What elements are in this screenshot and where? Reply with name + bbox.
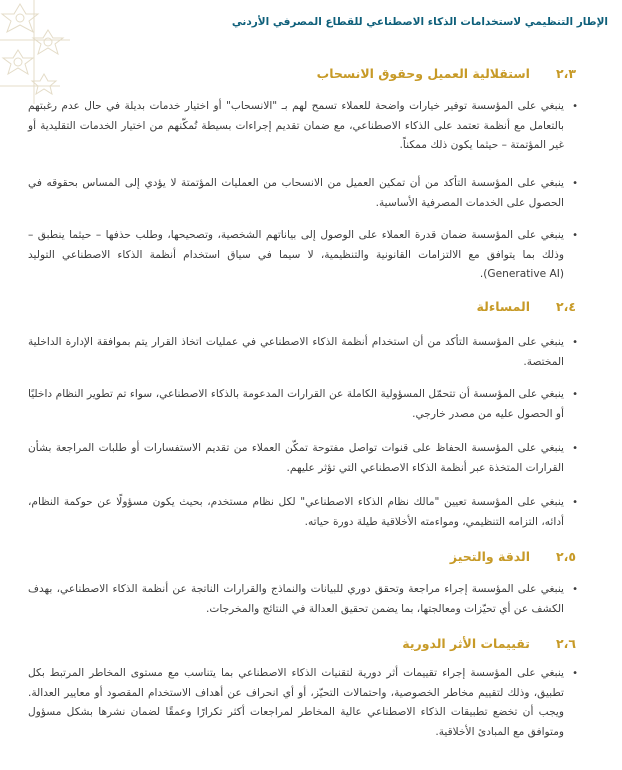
list-item-text: ينبغي على المؤسسة أن تتحمّل المسؤولية الكاملة عن القرارات المدعومة بالذكاء الاصطناعي، سواء تم تطوير النظام داخليًا أو الحصول عليه من مصدر خارجي.	[28, 388, 564, 420]
section-heading-2-6	[402, 636, 576, 651]
section-number: ٢،٦	[555, 636, 576, 651]
bullet-icon: •	[572, 443, 578, 454]
bullet-icon: •	[572, 101, 578, 112]
list-item-text: ينبغي على المؤسسة التأكد من أن استخدام أنظمة الذكاء الاصطناعي في عمليات اتخاذ القرار يتم بموافقة الإدارة الداخلية المختصة.	[28, 336, 564, 368]
bullet-icon: •	[572, 668, 578, 679]
list-item	[28, 439, 578, 478]
decorative-ornament-icon	[0, 0, 70, 110]
bullet-icon: •	[572, 230, 578, 241]
section-title: الدقة والتحيز	[449, 549, 530, 564]
section-number: ٢،٤	[555, 299, 576, 314]
page-header-title: الإطار التنظيمي لاستخدامات الذكاء الاصطناعي للقطاع المصرفي الأردني	[231, 16, 608, 28]
bullet-icon: •	[572, 584, 578, 595]
bullet-icon: •	[572, 337, 578, 348]
list-item-text: ينبغي على المؤسسة إجراء تقييمات أثر دورية لتقنيات الذكاء الاصطناعي بما يتناسب مع مستوى المخاطر المرتبط بكل تطبيق، وذلك لتقييم مخاطر الخصوصية، واحتمالات التحيّز، أو أي انحراف عن أهداف الاستخدام المقصود أو معايير العدالة. ويجب أن تخضع تطبيقات الذكاء الاصطناعي عالية المخاطر لمراجعات أكثر تكرارًا وعمقًا لضمان نشرها بشكل مسؤول ومتوافق مع المبادئ الأخلاقية.	[28, 667, 564, 738]
section-title: المساءلة	[476, 299, 530, 314]
section-heading-2-4	[477, 299, 576, 314]
bullet-icon: •	[572, 178, 578, 189]
section-heading-2-5	[450, 549, 576, 564]
list-item	[28, 226, 578, 285]
list-item-text: ينبغي على المؤسسة ضمان قدرة العملاء على الوصول إلى بياناتهم الشخصية، وتصحيحها، وطلب حذفها – حيثما ينطبق – وذلك بما يتوافق مع الالتزامات القانونية والتنظيمية، لا سيما في سياق استخدام أنظمة الذكاء الاصطناعي التوليد (Generative AI).	[28, 229, 564, 280]
section-number: ٢،٣	[555, 66, 576, 81]
list-item-text: ينبغي على المؤسسة تعيين "مالك نظام الذكاء الاصطناعي" لكل نظام مستخدم، بحيث يكون مسؤولًا عن حوكمة النظام، أدائه، التزامه التنظيمي، ومواءمته الأخلاقية طيلة دورة حياته.	[28, 496, 564, 528]
list-item	[28, 493, 578, 532]
list-item	[28, 174, 578, 213]
list-item-text: ينبغي على المؤسسة إجراء مراجعة وتحقق دوري للبيانات والنماذج والقرارات الناتجة عن أنظمة الذكاء الاصطناعي، بهدف الكشف عن أي تحيّزات ومعالجتها، بما يضمن تحقيق العدالة في النتائج والمخرجات.	[28, 583, 564, 615]
section-number: ٢،٥	[555, 549, 576, 564]
list-item	[28, 580, 578, 619]
list-item	[28, 664, 578, 742]
list-item	[28, 97, 578, 156]
section-title: استقلالية العميل وحقوق الانسحاب	[316, 66, 530, 81]
list-item-text: ينبغي على المؤسسة توفير خيارات واضحة للعملاء تسمح لهم بـ "الانسحاب" أو اختيار خدمات بديلة في حال عدم رغبتهم بالتعامل مع أنظمة تعتمد على الذكاء الاصطناعي، مع ضمان تقديم إجراءات بسيطة تُمكّنهم من اختيار الخدمات التقليدية أو غير المؤتمتة – حيثما يكون ذلك ممكناً.	[28, 100, 564, 151]
section-title: تقييمات الأثر الدورية	[402, 636, 530, 651]
bullet-icon: •	[572, 497, 578, 508]
bullet-icon: •	[572, 389, 578, 400]
list-item	[28, 333, 578, 372]
section-heading-2-3	[317, 66, 576, 81]
list-item	[28, 385, 578, 424]
list-item-text: ينبغي على المؤسسة التأكد من أن تمكين العميل من الانسحاب من العمليات المؤتمتة لا يؤدي إلى المساس بحقوقه في الحصول على الخدمات المصرفية الأساسية.	[28, 177, 564, 209]
list-item-text: ينبغي على المؤسسة الحفاظ على قنوات تواصل مفتوحة تمكّن العملاء من تقديم الاستفسارات أو طلبات المراجعة بشأن القرارات المتخذة عبر أنظمة الذكاء الاصطناعي التي تؤثر عليهم.	[28, 442, 564, 474]
